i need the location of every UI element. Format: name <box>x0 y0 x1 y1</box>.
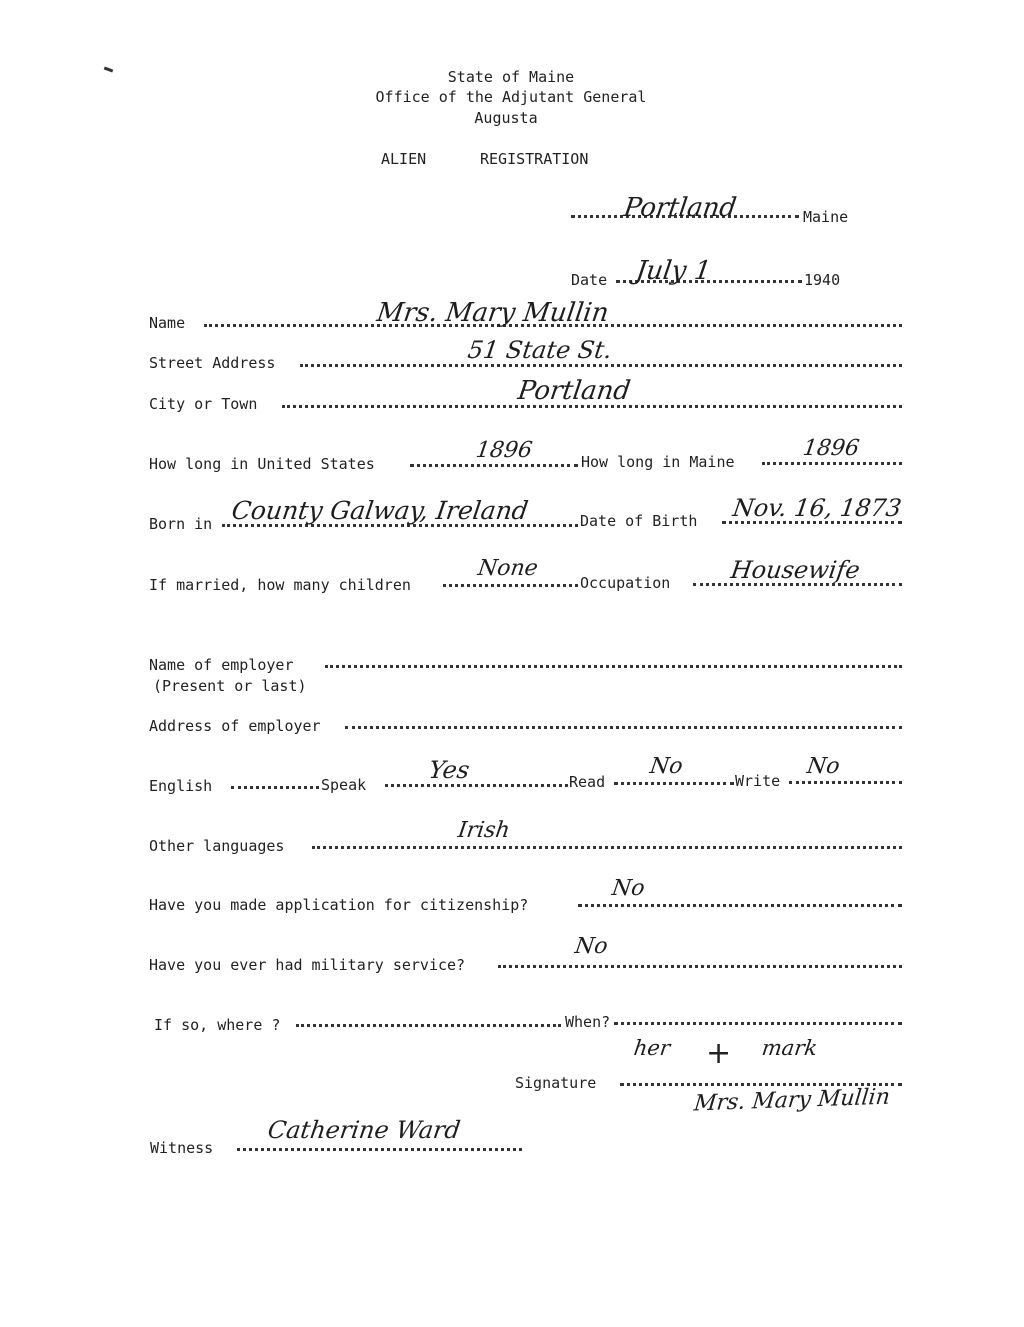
where-label: If so, where ? <box>154 1016 281 1034</box>
when-line <box>614 1012 902 1025</box>
signature-name: Mrs. Mary Mullin <box>692 1084 892 1117</box>
signature-mark: mark <box>760 1036 819 1060</box>
place-state: Maine <box>803 208 849 226</box>
city-value: Portland <box>515 376 633 406</box>
employer-line <box>325 655 902 668</box>
street-value: 51 State St. <box>466 336 614 364</box>
speak-line <box>385 774 568 787</box>
children-label: If married, how many children <box>149 576 411 594</box>
date-year: 1940 <box>804 271 841 289</box>
maine-time-value: 1896 <box>801 436 861 461</box>
header-state: State of Maine <box>447 68 575 86</box>
city-label: City or Town <box>149 395 258 413</box>
dob-value: Nov. 16, 1873 <box>731 494 904 522</box>
employer-address-line <box>345 716 902 729</box>
signature-label: Signature <box>515 1074 597 1092</box>
witness-value: Catherine Ward <box>266 1116 463 1144</box>
english-label: English <box>149 777 213 795</box>
military-label: Have you ever had military service? <box>149 956 466 974</box>
title-registration: REGISTRATION <box>480 150 589 168</box>
occupation-label: Occupation <box>580 574 671 592</box>
citizenship-value: No <box>610 876 647 901</box>
employer-address-label: Address of employer <box>149 717 321 735</box>
signature-line <box>620 1073 902 1086</box>
date-label: Date <box>571 271 608 289</box>
born-label: Born in <box>149 515 213 533</box>
speak-label: Speak <box>321 776 367 794</box>
name-value: Mrs. Mary Mullin <box>374 298 611 328</box>
scan-mark <box>104 67 113 73</box>
place-value: Portland <box>621 193 739 223</box>
english-line <box>231 776 319 789</box>
children-value: None <box>476 556 540 581</box>
read-label: Read <box>569 773 606 791</box>
military-value: No <box>573 934 610 959</box>
citizenship-label: Have you made application for citizenship? <box>149 896 529 914</box>
write-value: No <box>805 754 842 779</box>
military-line <box>498 955 902 968</box>
signature-cross-mark: + <box>706 1036 732 1071</box>
street-label: Street Address <box>149 354 276 372</box>
occupation-value: Housewife <box>729 556 862 584</box>
write-label: Write <box>735 772 781 790</box>
us-time-value: 1896 <box>474 438 534 463</box>
other-languages-line <box>312 836 902 849</box>
speak-value: Yes <box>427 756 472 784</box>
where-line <box>296 1014 561 1027</box>
signature-her: her <box>632 1036 672 1060</box>
date-value: July 1 <box>633 256 714 286</box>
employer-label: Name of employer <box>149 656 294 674</box>
title-alien: ALIEN <box>381 150 427 168</box>
dob-label: Date of Birth <box>580 512 698 530</box>
employer-sublabel: (Present or last) <box>153 677 307 695</box>
when-label: When? <box>565 1013 611 1031</box>
other-languages-label: Other languages <box>149 837 285 855</box>
header-office: Office of the Adjutant General <box>375 88 647 106</box>
witness-label: Witness <box>150 1139 214 1157</box>
name-label: Name <box>149 314 186 332</box>
maine-time-label: How long in Maine <box>581 453 735 471</box>
born-value: County Galway, Ireland <box>229 496 531 525</box>
header-city: Augusta <box>474 109 538 127</box>
read-value: No <box>648 754 685 779</box>
us-time-label: How long in United States <box>149 455 375 473</box>
other-languages-value: Irish <box>456 818 512 843</box>
